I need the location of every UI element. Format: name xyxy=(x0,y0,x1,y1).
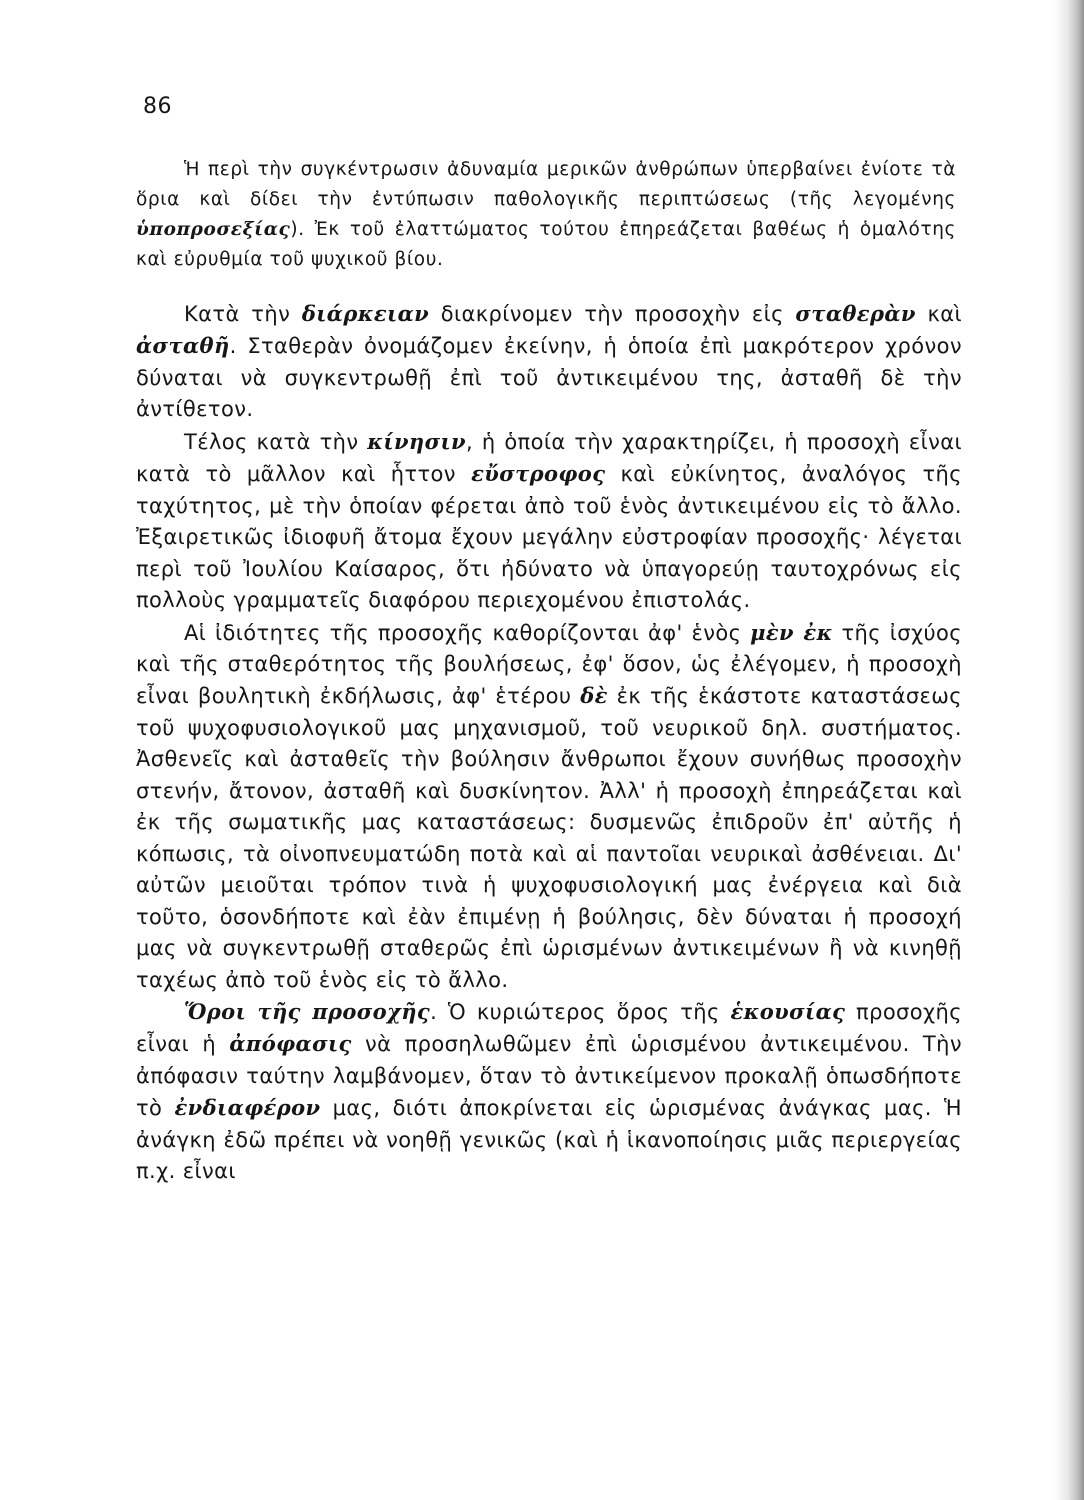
page-number: 86 xyxy=(143,94,172,119)
term-decision: ἀπόφασις xyxy=(229,1031,352,1057)
emphasis-men-ek: μὲν ἐκ xyxy=(750,619,833,645)
emphasis-de: δὲ xyxy=(580,683,608,709)
term-duration: διάρκειαν xyxy=(301,301,430,326)
paragraph-motion: Τέλος κατὰ τὴν κίνησιν, ἡ ὁποία τὴν χαρακτηρίζει, ἡ προσοχὴ εἶναι κατὰ τὸ μᾶλλον καὶ ἧττον εὔστροφος καὶ εὐκίνητος, ἀναλόγος τῆς ταχύτητος, μὲ τὴν ὁποίαν φέρεται ἀπὸ τοῦ ἑνὸς ἀντικειμένου εἰς τὸ ἄλλο. Ἐξαιρετικῶς ἰδιοφυῆ ἄτομα ἔχουν μεγάλην εὐστροφίαν προσοχῆς· λέγεται περὶ τοῦ Ἰουλίου Καίσαρος, ὅτι ἠδύνατο νὰ ὑπαγορεύῃ ταυτοχρόνως εἰς πολλοὺς γραμματεῖς διαφόρου περιεχομένου ἐπιστολάς. xyxy=(136,428,962,613)
term-unstable: ἀσταθῆ xyxy=(136,333,230,359)
paragraph-properties: Αἱ ἰδιότητες τῆς προσοχῆς καθορίζονται ἀφ' ἑνὸς μὲν ἐκ τῆς ἰσχύος καὶ τῆς σταθερότητος τῆς βουλήσεως, ἐφ' ὅσον, ὡς ἐλέγομεν, ἡ προσοχὴ εἶναι βουλητικὴ ἐκδήλωσις, ἀφ' ἑτέρου δὲ ἐκ τῆς ἑκάστοτε καταστάσεως τοῦ ψυχοφυσιολογικοῦ μας μηχανισμοῦ, τοῦ νευρικοῦ δηλ. συστήματος. Ἀσθενεῖς καὶ ἀσταθεῖς τὴν βούλησιν ἄνθρωποι ἔχουν συνήθως προσοχὴν στενήν, ἄτονον, ἀσταθῆ καὶ δυσκίνητον. Ἀλλ' ἡ προσοχὴ ἐπηρεάζεται καὶ ἐκ τῆς σωματικῆς μας καταστάσεως: δυσμενῶς ἐπιδροῦν ἐπ' αὐτῆς ἡ κόπωσις, τὰ οἰνοπνευματώδη ποτὰ καὶ αἱ παντοῖαι νευρικαὶ ἀσθένειαι. Δι' αὐτῶν μειοῦται τρόπον τινὰ ἡ ψυχοφυσιολογική μας ἐνέργεια καὶ διὰ τοῦτο, ὁσονδήποτε καὶ ἐὰν ἐπιμένῃ ἡ βούλησις, δὲν δύναται ἡ προσοχή μας νὰ συγκεντρωθῇ σταθερῶς ἐπὶ ὡρισμένων ἀντικειμένων ἢ νὰ κινηθῇ ταχέως ἀπὸ τοῦ ἑνὸς εἰς τὸ ἄλλο. xyxy=(136,619,962,992)
paragraph-conditions: Ὅροι τῆς προσοχῆς. Ὁ κυριώτερος ὅρος τῆς ἑκουσίας προσοχῆς εἶναι ἡ ἀπόφασις νὰ προσηλωθῶμεν ἐπὶ ὡρισμένου ἀντικειμένου. Τὴν ἀπόφασιν ταύτην λαμβάνομεν, ὅταν τὸ ἀντικείμενον προκαλῇ ὁπωσδήποτε τὸ ἐνδιαφέρον μας, διότι ἀποκρίνεται εἰς ὡρισμένας ἀνάγκας μας. Ἡ ἀνάγκη ἐδῶ πρέπει νὰ νοηθῇ γενικῶς (καὶ ἡ ἱκανοποίησις μιᾶς περιεργείας π.χ. εἶναι xyxy=(136,998,962,1184)
heading-conditions-of-attention: Ὅροι τῆς προσοχῆς xyxy=(184,998,431,1024)
term-voluntary: ἑκουσίας xyxy=(730,998,846,1024)
term-stable: σταθερὰν xyxy=(795,301,916,326)
page-edge-shadow xyxy=(1054,0,1084,1500)
term-hypoprosexia: ὑποπροσεξίας xyxy=(136,219,291,240)
paragraph-duration: Κατὰ τὴν διάρκειαν διακρίνομεν τὴν προσοχὴν εἰς σταθερὰν καὶ ἀσταθῆ. Σταθερὰν ὀνομάζομεν ἐκείνην, ἡ ὁποία ἐπὶ μακρότερον χρόνον δύναται νὰ συγκεντρωθῇ ἐπὶ τοῦ ἀντικειμένου της, ἀσταθῆ δὲ τὴν ἀντίθετον. xyxy=(136,301,963,422)
term-versatile: εὔστροφος xyxy=(471,461,606,487)
main-text xyxy=(136,298,962,1188)
intro-paragraph: Ἡ περὶ τὴν συγκέντρωσιν ἀδυναμία μερικῶν ἀνθρώπων ὑπερβαίνει ἐνίοτε τὰ ὅρια καὶ δίδει τὴν ἐντύπωσιν παθολογικῆς περιπτώσεως (τῆς λεγομένης ὑποπροσεξίας). Ἐκ τοῦ ἐλαττώματος τούτου ἐπηρεάζεται βαθέως ἡ ὁμαλότης καὶ εὐρυθμία τοῦ ψυχικοῦ βίου. xyxy=(136,159,956,270)
term-motion: κίνησιν xyxy=(367,428,467,454)
term-interest: ἐνδιαφέρον xyxy=(174,1095,321,1121)
